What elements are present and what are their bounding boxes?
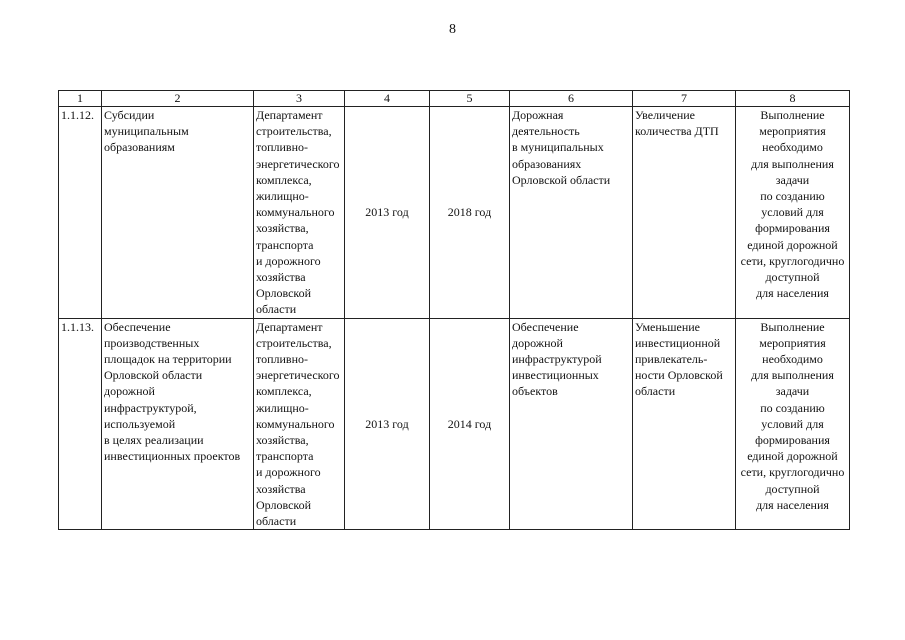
header-row [59, 91, 850, 107]
measure-name-line: используемой [104, 416, 176, 431]
measure-result-line: ности Орловской [635, 368, 723, 383]
measure-link-line: доступной [765, 481, 820, 496]
measure-executor-line: и дорожного [256, 465, 321, 480]
measure-direction-line: деятельность [512, 124, 580, 139]
measure-link-line: условий для [761, 416, 824, 431]
measure-end-year: 2018 год [430, 107, 510, 319]
measure-link-line: по созданию [760, 400, 825, 415]
measure-end-year: 2014 год [430, 318, 510, 530]
measure-link [736, 107, 850, 319]
measure-name-line: Орловской области [104, 368, 203, 383]
measures-table [58, 90, 850, 530]
measure-executor-line: хозяйства, [256, 433, 309, 448]
measure-result-line: Увеличение [635, 108, 696, 122]
measure-link-line: мероприятия [759, 335, 826, 350]
measure-direction-line: инфраструктурой [512, 352, 602, 367]
measure-executor-line: транспорта [256, 237, 314, 252]
header-col-7: 7 [633, 91, 736, 107]
measure-executor-line: топливно- [256, 352, 309, 367]
measure-result-line: Уменьшение [635, 319, 700, 334]
measure-executor [254, 107, 345, 319]
page-number: 8 [449, 22, 456, 37]
measure-result-line: количества ДТП [635, 124, 719, 139]
measure-start-year: 2013 год [345, 318, 430, 530]
measure-executor-line: жилищно- [256, 189, 309, 204]
table-row [59, 107, 850, 319]
measure-direction-line: дорожной [512, 335, 563, 350]
measure-link-line: необходимо [762, 352, 823, 367]
measure-result [633, 318, 736, 530]
measure-executor-line: коммунального [256, 416, 335, 431]
measure-link-line: сети, круглогодично [740, 465, 845, 480]
measure-executor-line: хозяйства, [256, 221, 309, 236]
measure-link-line: задачи [775, 172, 810, 187]
measure-link-line: мероприятия [759, 124, 826, 139]
measure-link-line: задачи [775, 384, 810, 399]
measure-direction-line: Орловской области [512, 172, 611, 187]
measure-name [102, 107, 254, 319]
measure-executor-line: области [256, 302, 297, 317]
measure-direction [510, 107, 633, 319]
measure-name-line: инфраструктурой, [104, 400, 197, 415]
header-col-1: 1 [59, 91, 102, 107]
measure-executor-line: комплекса, [256, 172, 312, 187]
measure-executor-line: хозяйства [256, 481, 306, 496]
measure-name-line: площадок на территории [104, 352, 232, 367]
header-col-6: 6 [510, 91, 633, 107]
measure-executor-line: строительства, [256, 124, 332, 139]
table-row [59, 318, 850, 530]
measure-name-line: Субсидии [104, 108, 155, 122]
measure-executor-line: топливно- [256, 140, 309, 155]
measure-link-line: условий для [761, 205, 824, 220]
measure-result [633, 107, 736, 319]
measure-result-line: области [635, 384, 676, 399]
measure-link-line: формирования [755, 433, 830, 448]
measure-executor-line: комплекса, [256, 384, 312, 399]
measure-name-line: в целях реализации [104, 433, 204, 448]
measure-name-line: муниципальным [104, 124, 189, 139]
measure-executor-line: Орловской [256, 286, 312, 301]
measure-direction-line: Дорожная [512, 108, 564, 122]
header-col-4: 4 [345, 91, 430, 107]
measure-executor-line: области [256, 514, 297, 529]
measure-link-line: сети, круглогодично [740, 253, 845, 268]
measure-link-line: для выполнения [751, 368, 834, 383]
measure-direction-line: образованиях [512, 156, 582, 171]
measure-executor-line: и дорожного [256, 253, 321, 268]
measure-executor [254, 318, 345, 530]
header-col-3: 3 [254, 91, 345, 107]
measure-name-line: образованиям [104, 140, 175, 155]
measure-link-line: для населения [756, 497, 829, 512]
measure-link [736, 318, 850, 530]
measure-name-line: производственных [104, 335, 200, 350]
measure-link-line: необходимо [762, 140, 823, 155]
measure-link-line: Выполнение [760, 108, 825, 122]
measure-executor-line: Орловской [256, 497, 312, 512]
measure-link-line: для населения [756, 286, 829, 301]
measure-executor-line: Департамент [256, 108, 323, 122]
header-col-5: 5 [430, 91, 510, 107]
measure-result-line: инвестиционной [635, 335, 721, 350]
header-col-8: 8 [736, 91, 850, 107]
measure-name [102, 318, 254, 530]
measure-direction-line: объектов [512, 384, 558, 399]
header-col-2: 2 [102, 91, 254, 107]
measure-executor-line: энергетического [256, 368, 340, 383]
measure-start-year: 2013 год [345, 107, 430, 319]
measure-executor-line: транспорта [256, 449, 314, 464]
measure-direction-line: инвестиционных [512, 368, 599, 383]
measure-link-line: Выполнение [760, 319, 825, 334]
measure-direction-line: Обеспечение [512, 319, 579, 334]
measure-direction-line: в муниципальных [512, 140, 604, 155]
measure-link-line: доступной [765, 270, 820, 285]
measure-executor-line: коммунального [256, 205, 335, 220]
measure-link-line: по созданию [760, 189, 825, 204]
measure-name-line: инвестиционных проектов [104, 449, 241, 464]
measure-number: 1.1.12. [59, 107, 102, 319]
measure-executor-line: Департамент [256, 319, 323, 334]
measure-name-line: Обеспечение [104, 319, 171, 334]
measure-name-line: дорожной [104, 384, 155, 399]
measure-link-line: единой дорожной [747, 449, 838, 464]
measure-link-line: формирования [755, 221, 830, 236]
measure-link-line: для выполнения [751, 156, 834, 171]
measure-result-line: привлекатель- [635, 352, 708, 367]
measure-executor-line: жилищно- [256, 400, 309, 415]
measure-executor-line: энергетического [256, 156, 340, 171]
measure-executor-line: строительства, [256, 335, 332, 350]
measure-executor-line: хозяйства [256, 270, 306, 285]
measure-link-line: единой дорожной [747, 237, 838, 252]
measure-direction [510, 318, 633, 530]
measure-number: 1.1.13. [59, 318, 102, 530]
